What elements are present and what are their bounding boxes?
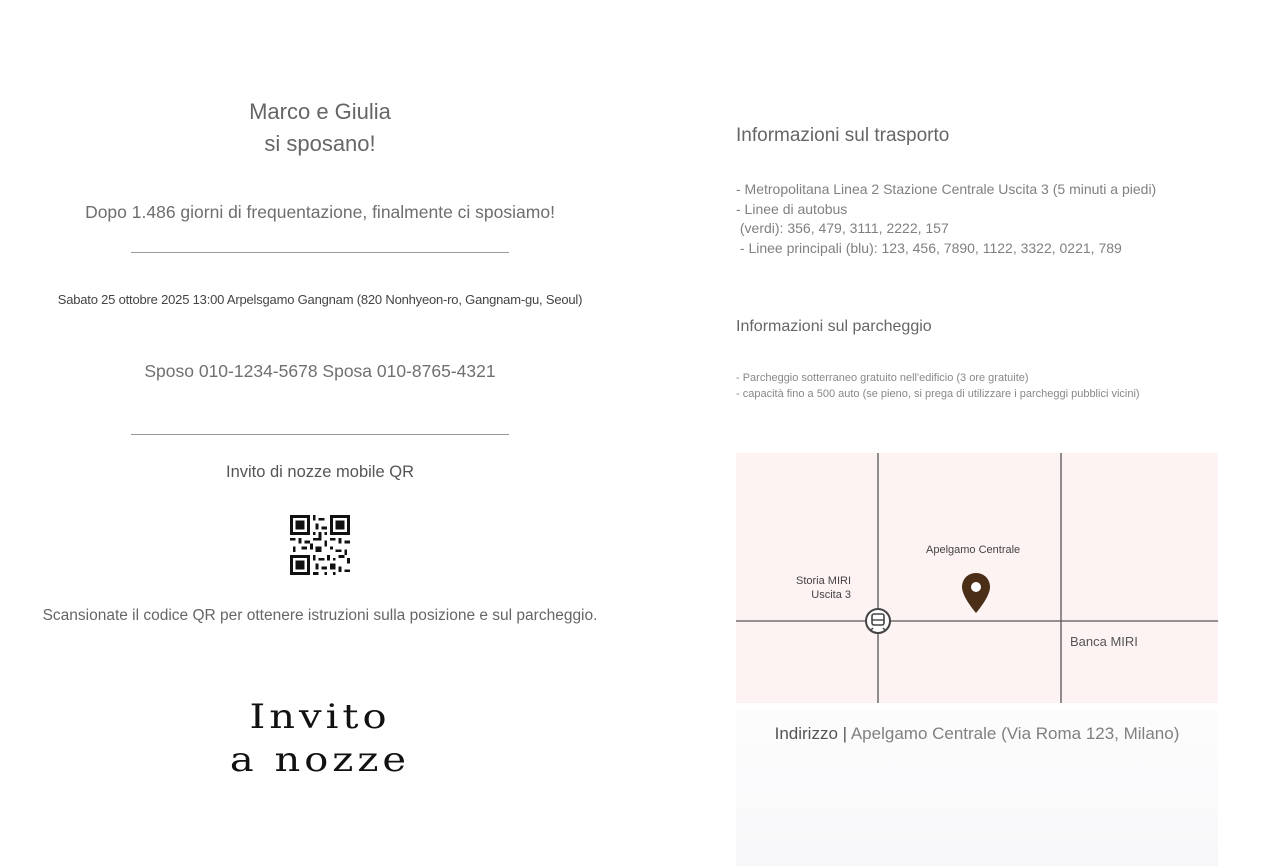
location-map[interactable] <box>736 453 1218 703</box>
map-label-venue: Apelgamo Centrale <box>926 544 1021 556</box>
date-venue: Sabato 25 ottobre 2025 13:00 Arpelsgamo Gangnam (820 Nonhyeon-ro, Gangnam-gu, Seoul) <box>57 292 583 307</box>
transport-info <box>736 180 1156 258</box>
contact-phones: Sposo 010-1234-5678 Sposa 010-8765-4321 <box>144 361 496 381</box>
qr-code[interactable] <box>290 515 350 575</box>
transport-line: - Metropolitana Linea 2 Stazione Centrale Uscita 3 (5 minuti a piedi) <box>736 181 1157 197</box>
wedding-invitation-title-line2: a nozze <box>229 740 411 780</box>
parking-line: - Parcheggio sotterraneo gratuito nell'edificio (3 ore gratuite) <box>736 372 1029 384</box>
divider <box>131 252 509 253</box>
transport-line: - Linee di autobus <box>736 200 848 217</box>
address <box>736 724 1218 744</box>
wedding-invitation-title-line1: Invito <box>249 697 391 737</box>
parking-heading: Informazioni sul parcheggio <box>736 318 932 335</box>
couple-title-line1: Marco e Giulia <box>249 99 391 124</box>
intro-text: Dopo 1.486 giorni di frequentazione, finalmente ci sposiamo! <box>85 202 555 222</box>
station-name: Storia MIRI <box>796 575 852 587</box>
qr-instruction: Scansionate il codice QR per ottenere istruzioni sulla posizione e sul parcheggio. <box>42 607 598 624</box>
transport-heading: Informazioni sul trasporto <box>736 125 950 146</box>
subway-station-icon <box>866 609 890 633</box>
transport-line: - Linee principali (blu): 123, 456, 7890, 1122, 3322, 0221, 789 <box>736 239 1122 256</box>
couple-title-line2: si sposano! <box>264 131 376 156</box>
invitation-right-panel <box>640 0 1280 866</box>
divider <box>131 434 509 435</box>
location-pin-icon <box>962 573 990 613</box>
map-label-station <box>796 574 851 602</box>
parking-line: - capacità fino a 500 auto (se pieno, si prega di utilizzare i parcheggi pubblici vicini) <box>736 388 1140 400</box>
map-label-bank: Banca MIRI <box>1070 634 1138 649</box>
station-exit: Uscita 3 <box>811 589 852 601</box>
qr-title: Invito di nozze mobile QR <box>225 463 414 481</box>
address-value: Apelgamo Centrale (Via Roma 123, Milano) <box>850 724 1180 743</box>
address-label: Indirizzo | <box>774 724 851 743</box>
parking-info <box>736 370 1140 402</box>
transport-line: (verdi): 356, 479, 3111, 2222, 157 <box>736 220 949 236</box>
